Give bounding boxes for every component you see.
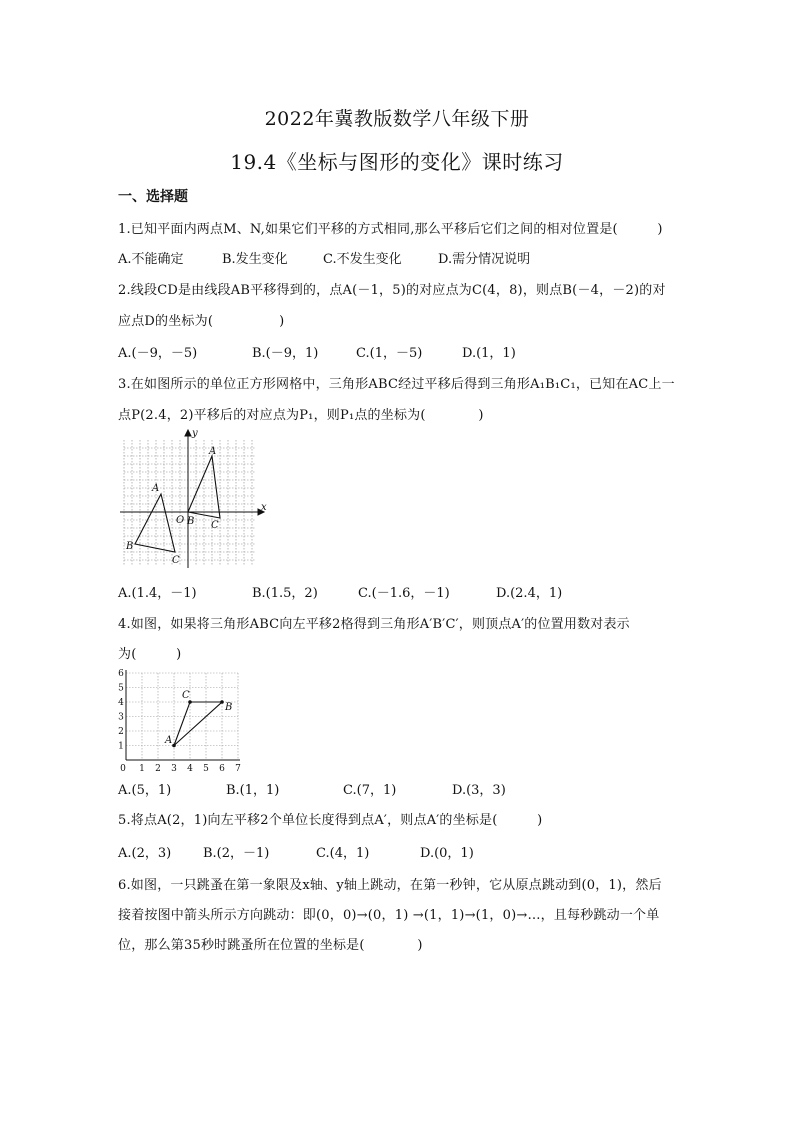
q4-y-tick-5: 5 xyxy=(118,683,124,694)
q3-x-label: x xyxy=(261,502,267,513)
q5-option-c: C.(4，1) xyxy=(316,846,370,861)
q4-x-tick-0: 0 xyxy=(120,764,126,774)
q4-x-tick-2: 2 xyxy=(155,764,161,774)
q4-label-b: B xyxy=(225,702,233,713)
q5-option-d: D.(0，1) xyxy=(420,846,474,861)
q3-y-label: y xyxy=(192,428,198,439)
q4-x-tick-3: 3 xyxy=(171,764,177,774)
question-2-line2: 应点D的坐标为( ) xyxy=(118,314,285,329)
section-heading: 一、选择题 xyxy=(118,189,188,205)
q4-x-tick-1: 1 xyxy=(139,764,145,774)
q3-grid-figure xyxy=(118,428,268,570)
q4-x-tick-4: 4 xyxy=(187,764,193,774)
question-4-line2: 为( ) xyxy=(118,647,182,662)
question-5-text: 5.将点A(2，1)向左平移2个单位长度得到点A′，则点A′的坐标是( ) xyxy=(118,813,543,828)
question-3-line2: 点P(2.4，2)平移后的对应点为P₁，则P₁点的坐标为( ) xyxy=(118,408,484,423)
question-6-line2: 接着按图中箭头所示方向跳动：即(0，0)→(0，1) →(1，1)→(1，0)→…，且每秒跳动一个单 xyxy=(118,908,660,923)
q3-label-b: B xyxy=(126,541,134,552)
q2-option-d: D.(1，1) xyxy=(462,346,516,361)
q3-label-a1: A xyxy=(209,446,217,457)
q3-label-b1: B xyxy=(187,516,195,527)
q4-triangle-abc xyxy=(174,702,222,746)
question-4-line1: 4.如图，如果将三角形ABC向左平移2格得到三角形A′B′C′，则顶点A′的位置用数对表示 xyxy=(118,617,630,632)
q1-option-d: D.需分情况说明 xyxy=(438,252,531,267)
q3-origin-label: O xyxy=(176,515,185,526)
q3-label-a: A xyxy=(152,483,160,494)
q4-option-c: C.(7，1) xyxy=(343,783,397,798)
q4-x-tick-5: 5 xyxy=(203,764,209,774)
q4-x-tick-7: 7 xyxy=(235,764,241,774)
q2-option-a: A.(－9，－5) xyxy=(118,346,198,361)
q4-option-d: D.(3，3) xyxy=(452,783,506,798)
page-subtitle: 19.4《坐标与图形的变化》课时练习 xyxy=(230,150,564,174)
q4-label-a: A xyxy=(165,735,173,746)
q3-label-c1: C xyxy=(211,520,219,531)
q4-y-tick-3: 3 xyxy=(118,712,124,723)
q4-point-b xyxy=(220,700,224,704)
q3-label-c: C xyxy=(172,555,180,566)
q5-option-b: B.(2，－1) xyxy=(203,846,270,861)
q4-grid-figure xyxy=(112,664,248,774)
q4-y-tick-4: 4 xyxy=(118,698,124,708)
q4-point-a xyxy=(172,744,176,748)
question-1-text: 1.已知平面内两点M、N,如果它们平移的方式相同,那么平移后它们之间的相对位置是( ) xyxy=(118,222,663,237)
q1-option-c: C.不发生变化 xyxy=(323,252,402,267)
q3-option-c: C.(－1.6，－1) xyxy=(358,586,450,601)
question-3-line1: 3.在如图所示的单位正方形网格中，三角形ABC经过平移后得到三角形A₁B₁C₁，已知在AC上一 xyxy=(118,377,675,392)
q5-option-a: A.(2，3) xyxy=(118,846,172,861)
q3-option-b: B.(1.5，2) xyxy=(252,586,318,601)
question-6-line3: 位，那么第35秒时跳蚤所在位置的坐标是( ) xyxy=(118,938,423,953)
q3-option-a: A.(1.4，－1) xyxy=(118,586,197,601)
q2-option-c: C.(1，－5) xyxy=(356,346,423,361)
question-6-line1: 6.如图，一只跳蚤在第一象限及x轴、y轴上跳动，在第一秒钟，它从原点跳动到(0，1)，然后 xyxy=(118,878,662,893)
q2-option-b: B.(－9，1) xyxy=(252,346,319,361)
q4-label-c: C xyxy=(182,690,190,701)
q3-option-d: D.(2.4，1) xyxy=(496,586,563,601)
q4-y-tick-6: 6 xyxy=(118,669,124,679)
q3-triangle-abc xyxy=(135,494,175,552)
page-title: 2022年冀教版数学八年级下册 xyxy=(264,108,530,130)
q4-option-b: B.(1，1) xyxy=(226,783,280,798)
q1-option-a: A.不能确定 xyxy=(118,252,184,267)
q4-option-a: A.(5，1) xyxy=(118,783,172,798)
q4-y-tick-2: 2 xyxy=(118,727,124,737)
q1-option-b: B.发生变化 xyxy=(222,252,288,267)
q4-x-tick-6: 6 xyxy=(219,764,225,774)
question-2-line1: 2.线段CD是由线段AB平移得到的，点A(－1，5)的对应点为C(4，8)，则点B(－4，－2)的对 xyxy=(118,283,666,298)
q4-y-tick-1: 1 xyxy=(118,741,124,752)
